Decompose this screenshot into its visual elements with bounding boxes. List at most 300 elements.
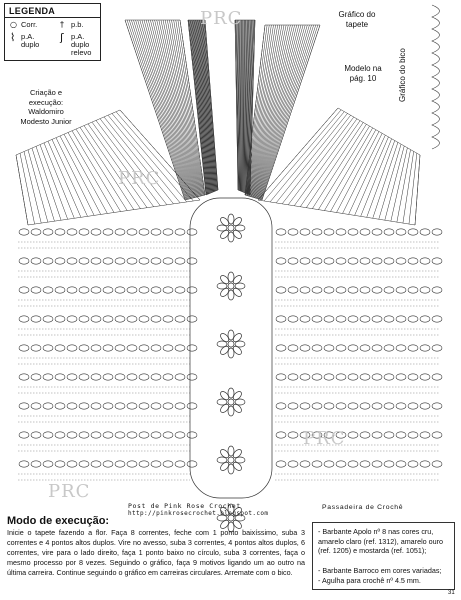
diamond-stitch [19,345,29,351]
diamond-stitch [312,403,322,409]
diamond-stitch [43,432,53,438]
diamond-stitch [384,287,394,293]
diamond-stitch [360,287,370,293]
diamond-stitch [420,287,430,293]
diamond-stitch [31,403,41,409]
diamond-stitch [324,374,334,380]
diamond-stitch [31,374,41,380]
diamond-stitch [324,461,334,467]
diamond-stitch [43,258,53,264]
diamond-stitch [360,345,370,351]
diamond-stitch [187,229,197,235]
diamond-stitch [127,374,137,380]
diamond-stitch [384,461,394,467]
diamond-stitch [139,403,149,409]
diamond-stitch [163,432,173,438]
diamond-stitch [79,432,89,438]
diamond-stitch [300,374,310,380]
stitch-line [385,146,404,220]
diamond-stitch [103,374,113,380]
credit-line: Waldomiro [28,107,64,116]
diamond-stitch [175,258,185,264]
diamond-stitch [372,461,382,467]
diamond-stitch [396,258,406,264]
watermark-right: PRC [303,428,346,449]
diamond-stitch [324,403,334,409]
diamond-stitch [384,345,394,351]
diamond-stitch [432,316,442,322]
diamond-stitch [420,403,430,409]
diamond-stitch [43,461,53,467]
diamond-stitch [127,461,137,467]
diamond-stitch [187,287,197,293]
stitch-line [318,126,369,210]
diamond-stitch [408,287,418,293]
diamond-stitch [19,374,29,380]
diamond-stitch [79,229,89,235]
diamond-stitch [163,316,173,322]
diamond-stitch [115,345,125,351]
diamond-stitch [91,461,101,467]
diamond-stitch [175,229,185,235]
diamond-stitch [336,374,346,380]
diamond-stitch [384,316,394,322]
diamond-stitch [139,461,149,467]
diamond-stitch [187,258,197,264]
stitch-line [64,134,107,213]
diamond-stitch [276,229,286,235]
diamond-stitch [175,316,185,322]
diamond-stitch [384,374,394,380]
dagger-icon: † [60,20,64,29]
legend-item-label: p.b. [71,20,84,29]
diamond-stitch [103,403,113,409]
diamond-stitch [360,461,370,467]
stitch-line [379,144,401,219]
diamond-stitch [55,229,65,235]
diamond-stitch [420,345,430,351]
diamond-stitch [420,229,430,235]
flower-motif [217,388,245,416]
diamond-stitch [163,403,173,409]
diamond-stitch [187,403,197,409]
diamond-stitch [163,461,173,467]
stitch-line [270,112,344,202]
diamond-stitch [91,345,101,351]
diamond-stitch [67,403,77,409]
diamond-stitch [432,229,442,235]
legend-item-label: Corr. [21,20,38,29]
diamond-stitch [187,432,197,438]
diamond-stitch [276,345,286,351]
diamond-stitch [79,258,89,264]
diamond-stitch [31,432,41,438]
flower-motif [217,272,245,300]
diamond-stitch [163,345,173,351]
stitch-line [28,150,48,222]
diamond-stitch [360,316,370,322]
diamond-stitch [19,287,29,293]
diamond-stitch [79,287,89,293]
rug-chart-label-line: Gráfico do [338,10,376,19]
stitch-line [24,152,41,224]
diamond-stitch [432,403,442,409]
credit-line: execução: [28,97,64,107]
stitch-line [52,139,88,216]
author-credit [10,88,82,126]
diamond-stitch [348,403,358,409]
diamond-stitch [127,345,137,351]
diamond-stitch [372,403,382,409]
petal [232,216,243,227]
relief-stitch-icon: ʃ [60,31,64,44]
diamond-stitch [115,316,125,322]
material-item: - Barbante Barroco em cores variadas; [318,566,442,575]
diamond-stitch [43,374,53,380]
stitch-line [92,122,154,207]
diamond-stitch [43,345,53,351]
model-page-label [336,64,390,84]
diamond-stitch [348,432,358,438]
diamond-stitch [408,345,418,351]
diamond-stitch [187,461,197,467]
diamond-stitch [384,258,394,264]
diamond-stitch [312,316,322,322]
diamond-stitch [300,403,310,409]
diamond-stitch [55,345,65,351]
diamond-stitch [91,287,101,293]
diamond-stitch [408,316,418,322]
diamond-stitch [372,258,382,264]
diamond-stitch [312,461,322,467]
rug-chart-label-line: tapete [345,20,369,29]
diamond-stitch [115,287,125,293]
stitch-line [282,115,350,204]
diamond-stitch [432,432,442,438]
flower-center [228,457,234,463]
diamond-stitch [43,403,53,409]
diamond-stitch [79,461,89,467]
stitch-line [60,136,101,214]
diamond-stitch [432,287,442,293]
diamond-stitch [151,345,161,351]
diamond-stitch [372,229,382,235]
diamond-stitch [360,403,370,409]
diamond-stitch [19,316,29,322]
diamond-stitch [384,432,394,438]
edge-chart-label: Gráfico do bico [398,48,407,102]
stitch-line [259,25,310,199]
diamond-stitch [300,287,310,293]
model-page-label-line: Modelo na [344,64,382,73]
diamond-stitch [91,374,101,380]
diamond-stitch [348,229,358,235]
diamond-stitch [372,432,382,438]
diamond-stitch [300,258,310,264]
diamond-stitch [336,316,346,322]
diamond-stitch [31,258,41,264]
stitch-line [306,122,363,207]
diamond-stitch [151,374,161,380]
diamond-stitch [163,258,173,264]
diamond-stitch [127,432,137,438]
diamond-stitch [115,258,125,264]
model-page-label-line: pág. 10 [349,74,377,83]
diamond-stitch [420,432,430,438]
diamond-stitch [175,374,185,380]
diamond-stitch [115,229,125,235]
section-caption: Passadeira de Crochê [322,504,404,511]
diamond-stitch [336,403,346,409]
diamond-stitch [163,229,173,235]
diamond-stitch [396,316,406,322]
diamond-stitch [187,345,197,351]
diamond-stitch [139,345,149,351]
legend-divider [5,17,100,18]
diamond-stitch [175,461,185,467]
stitch-line [349,135,386,214]
diamond-stitch [348,316,358,322]
diamond-stitch [31,316,41,322]
diamond-stitch [127,258,137,264]
diamond-stitch [288,258,298,264]
diamond-stitch [163,287,173,293]
diamond-stitch [336,461,346,467]
diamond-stitch [103,258,113,264]
diamond-stitch [408,403,418,409]
diamond-stitch [91,316,101,322]
diamond-stitch [67,461,77,467]
diamond-stitch [163,374,173,380]
diamond-stitch [324,287,334,293]
diamond-stitch [360,374,370,380]
diamond-stitch [139,229,149,235]
diamond-stitch [55,258,65,264]
diamond-stitch [288,461,298,467]
diamond-stitch [324,345,334,351]
diamond-stitch [55,316,65,322]
flower-center [228,399,234,405]
diamond-stitch [55,374,65,380]
diamond-stitch [348,287,358,293]
diamond-stitch [324,258,334,264]
diamond-stitch [19,403,29,409]
materials-box [312,522,455,590]
diamond-stitch [300,345,310,351]
stitch-line [44,143,74,218]
diamond-stitch [79,403,89,409]
diamond-stitch [55,287,65,293]
diamond-stitch [67,287,77,293]
diamond-stitch [288,403,298,409]
diamond-stitch [288,287,298,293]
diamond-stitch [151,287,161,293]
diamond-stitch [175,432,185,438]
diamond-stitch [396,374,406,380]
diamond-stitch [103,229,113,235]
diamond-stitch [67,316,77,322]
edge-scallop [432,5,440,149]
diamond-stitch [139,287,149,293]
diamond-stitch [372,374,382,380]
stitch-line [300,121,360,207]
diamond-stitch [67,374,77,380]
diamond-stitch [288,316,298,322]
diamond-stitch [139,258,149,264]
diamond-stitch [276,374,286,380]
instructions-text: Inicie o tapete fazendo a flor. Faça 8 correntes, feche com 1 ponto baixíssimo, suba 3 correntes e 4 pontos altos duplos. Vire no avesso, suba 3 correntes, 4 pontos altos duplos, 6 correntes, vire para o lado direito, faça 1 ponto baixo no círculo, suba 3 correntes, faça o mesmo processo por 8 vezes. Seguindo o gráfico, faça 9 motivos ligando um ao outro na última carreira. Continue seguindo o gráfico em carreiras circulares. Arremate com o bico. [7,528,305,577]
diamond-stitch [31,345,41,351]
diamond-stitch [187,374,197,380]
diamond-stitch [372,287,382,293]
diamond-stitch [139,432,149,438]
diamond-stitch [312,229,322,235]
diamond-stitch [312,258,322,264]
petal [232,274,243,285]
post-url: http://pinkrosecrochet.blogspot.com [128,510,269,517]
post-credit: Post de Pink Rose Crochet [128,502,241,510]
credit-line: Modesto Junior [20,116,72,126]
diamond-stitch [312,374,322,380]
diamond-stitch [276,287,286,293]
diamond-stitch [19,432,29,438]
diamond-stitch [300,229,310,235]
legend-box [4,3,101,61]
diamond-stitch [43,287,53,293]
material-item: - Agulha para crochê nº 4.5 mm. [318,576,421,585]
diamond-stitch [408,374,418,380]
circle-icon: ○ [10,20,17,29]
diamond-stitch [384,229,394,235]
diamond-stitch [288,345,298,351]
diamond-stitch [19,229,29,235]
stitch-fan [16,110,200,225]
diamond-stitch [67,432,77,438]
stitch-line [337,132,380,213]
diamond-stitch [372,316,382,322]
diamond-stitch [408,432,418,438]
diamond-stitch [372,345,382,351]
diamond-stitch [432,374,442,380]
diamond-stitch [300,461,310,467]
diamond-stitch [396,229,406,235]
diamond-stitch [432,461,442,467]
diamond-stitch [276,461,286,467]
stitch-fan [245,25,320,200]
diamond-stitch [420,258,430,264]
diamond-stitch [103,461,113,467]
diamond-stitch [115,432,125,438]
legend-item-label: p.A. duplo [21,32,40,49]
double-stitch-icon: ⌇ [10,31,16,44]
diamond-stitch [43,316,53,322]
diamond-stitch [300,316,310,322]
diamond-stitch [139,374,149,380]
diamond-stitch [336,287,346,293]
fan-outline [16,110,200,225]
diamond-stitch [408,258,418,264]
diamond-stitch [312,345,322,351]
diamond-stitch [79,374,89,380]
watermark-bottom: PRC [48,481,91,502]
diamond-stitch [396,432,406,438]
diamond-stitch [55,432,65,438]
diamond-stitch [396,345,406,351]
diamond-stitch [31,229,41,235]
diamond-stitch [151,461,161,467]
diamond-stitch [324,229,334,235]
diamond-stitch [187,316,197,322]
stitch-line [32,148,54,221]
diamond-stitch [175,403,185,409]
diamond-stitch [432,345,442,351]
stitch-line [72,131,121,212]
flower-motif [217,330,245,358]
flower-center [228,225,234,231]
diamond-stitch [348,374,358,380]
diamond-stitch [360,229,370,235]
stitch-line [254,25,293,198]
diamond-stitch [348,345,358,351]
petal [232,390,243,401]
diamond-stitch [348,258,358,264]
diamond-stitch [276,258,286,264]
diamond-stitch [420,461,430,467]
stitch-line [255,25,297,198]
stitch-fan [258,108,420,225]
stitch-line [96,120,160,205]
diamond-stitch [360,258,370,264]
diamond-stitch [396,403,406,409]
legend-title: LEGENDA [9,6,56,16]
diamond-stitch [79,345,89,351]
diamond-stitch [324,316,334,322]
material-item: - Barbante Apolo nº 8 nas cores cru, amarelo claro (ref. 1312), amarelo ouro (ref. 1205) e mostarda (ref. 1051); [318,527,444,555]
diamond-stitch [151,258,161,264]
watermark-top: PRC [200,8,243,29]
rug-chart-label [328,10,386,30]
diamond-stitch [115,403,125,409]
credit-line: Criação e [29,88,63,97]
diamond-stitch [43,229,53,235]
diamond-stitch [276,432,286,438]
diamond-stitch [91,432,101,438]
watermark-left: PRC [118,168,161,189]
diamond-stitch [67,229,77,235]
diamond-stitch [336,229,346,235]
diamond-stitch [408,229,418,235]
diamond-stitch [127,403,137,409]
diamond-stitch [175,345,185,351]
diamond-stitch [127,287,137,293]
legend-item-label: p.A. duplo relevo [71,32,92,57]
diamond-stitch [103,316,113,322]
diamond-stitch [151,403,161,409]
stitch-line [324,128,372,211]
diamond-stitch [55,403,65,409]
diamond-stitch [115,374,125,380]
diamond-stitch [288,229,298,235]
diamond-stitch [336,345,346,351]
diamond-stitch [360,432,370,438]
diamond-stitch [432,258,442,264]
petal [232,332,243,343]
diamond-stitch [67,258,77,264]
diamond-stitch [151,229,161,235]
diamond-stitch [151,432,161,438]
diamond-stitch [55,461,65,467]
diamond-stitch [175,287,185,293]
